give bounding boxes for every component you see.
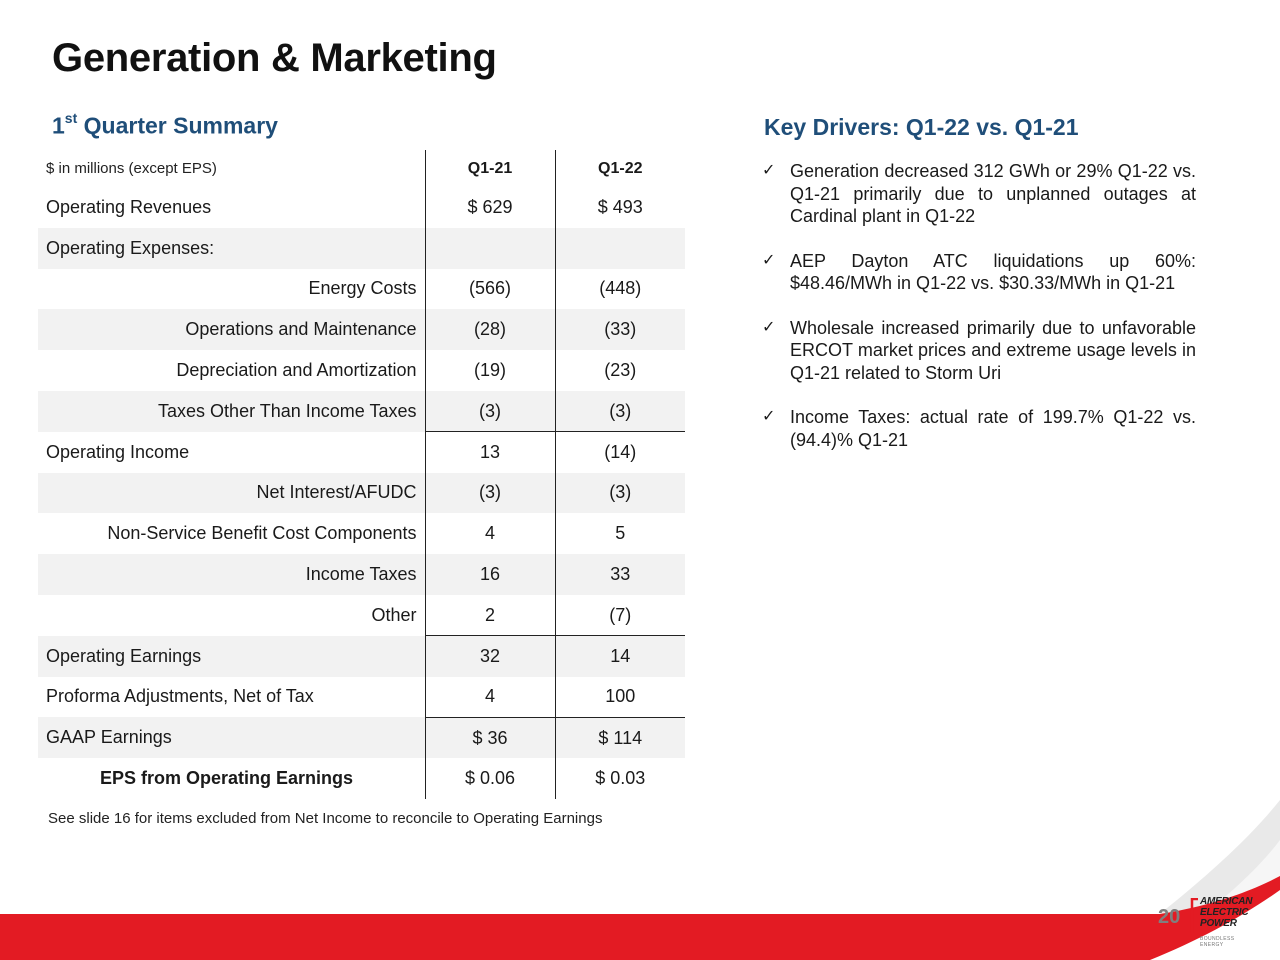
q1-22-value: (33): [555, 309, 685, 350]
driver-text: Generation decreased 312 GWh or 29% Q1-22 vs. Q1-21 primarily due to unplanned outages at Cardinal plant in Q1-22: [790, 161, 1196, 226]
q1-21-value: (3): [425, 473, 555, 514]
key-drivers-list: [762, 160, 1196, 473]
q1-21-value: $ 36: [425, 717, 555, 758]
table-row: [38, 350, 685, 391]
checkmark-icon: ✓: [762, 408, 776, 425]
q1-22-value: (23): [555, 350, 685, 391]
table-row: [38, 717, 685, 758]
list-item: [762, 250, 1196, 295]
row-label: Taxes Other Than Income Taxes: [38, 391, 425, 432]
logo-wordmark: [1200, 896, 1252, 929]
row-label: Energy Costs: [308, 278, 417, 299]
q1-21-value: 13: [425, 432, 555, 473]
quarter-summary-table: [38, 150, 685, 799]
row-label: Net Interest/AFUDC: [38, 473, 425, 514]
aep-logo: [1190, 896, 1258, 948]
table-row: [38, 391, 685, 432]
table-header-row: [38, 150, 685, 187]
q1-21-value: $ 629: [425, 187, 555, 228]
list-item: [762, 317, 1196, 385]
table-row: [38, 269, 685, 310]
units-label: $ in millions (except EPS): [46, 160, 217, 177]
logo-tagline: BOUNDLESS ENERGY: [1200, 936, 1235, 948]
logo-line: AMERICAN: [1200, 896, 1253, 907]
table-row: [38, 554, 685, 595]
table-row: [38, 228, 685, 269]
key-drivers-heading: Key Drivers: Q1-22 vs. Q1-21: [764, 114, 1079, 140]
q1-22-value: (3): [555, 391, 685, 432]
slide-title: Generation & Marketing: [52, 36, 497, 80]
row-label: Operating Expenses:: [38, 228, 425, 269]
q1-22-value: (14): [555, 432, 685, 473]
q1-21-value: 4: [425, 513, 555, 554]
q1-21-value: 4: [425, 677, 555, 718]
q1-22-value: (448): [555, 269, 685, 310]
table-row: [38, 473, 685, 514]
q1-21-value: 2: [425, 595, 555, 636]
page-number: 20: [1158, 906, 1181, 928]
q1-22-value: $ 493: [555, 187, 685, 228]
q1-21-value: (3): [425, 391, 555, 432]
row-label: EPS from Operating Earnings: [100, 768, 354, 789]
table-row: [38, 432, 685, 473]
q1-21-value: (28): [425, 309, 555, 350]
driver-text: Wholesale increased primarily due to unfavorable ERCOT market prices and extreme usage levels in Q1-21 related to Storm Uri: [790, 317, 1196, 383]
table-row: [38, 677, 685, 718]
row-label: Other: [371, 604, 417, 625]
q1-22-value: [555, 228, 685, 269]
q1-21-value: (19): [425, 350, 555, 391]
driver-text: AEP Dayton ATC liquidations up 60%: $48.46/MWh in Q1-22 vs. $30.33/MWh in Q1-21: [790, 250, 1196, 293]
heading-ordinal: 1: [52, 112, 65, 139]
list-item: [762, 406, 1196, 451]
logo-line: ELECTRIC: [1200, 907, 1249, 918]
q1-21-value: 16: [425, 554, 555, 595]
row-label: Operating Income: [46, 441, 190, 462]
q1-22-value: 14: [555, 636, 685, 677]
table-row: [38, 636, 685, 677]
quarter-summary-heading: [52, 112, 278, 140]
table-row: [38, 187, 685, 228]
row-label: GAAP Earnings: [38, 717, 425, 758]
table-row: [38, 309, 685, 350]
column-header-q1-21: Q1-21: [425, 150, 555, 187]
row-label: Operating Revenues: [46, 196, 212, 217]
driver-text: Income Taxes: actual rate of 199.7% Q1-22 vs. (94.4)% Q1-21: [790, 407, 1196, 450]
q1-21-value: 32: [425, 636, 555, 677]
column-header-q1-22: Q1-22: [555, 150, 685, 187]
row-label: Depreciation and Amortization: [176, 360, 417, 381]
logo-line: POWER: [1200, 918, 1237, 929]
checkmark-icon: ✓: [762, 318, 776, 336]
footnote: See slide 16 for items excluded from Net Income to reconcile to Operating Earnings: [48, 810, 603, 827]
q1-22-value: (3): [555, 473, 685, 514]
q1-22-value: 33: [555, 554, 685, 595]
list-item: [762, 160, 1196, 228]
table-row: [38, 513, 685, 554]
heading-rest: Quarter Summary: [77, 112, 278, 139]
checkmark-icon: ✓: [762, 251, 776, 269]
row-label: Operating Earnings: [38, 636, 425, 677]
q1-22-value: 100: [555, 677, 685, 718]
row-label: Operations and Maintenance: [38, 309, 425, 350]
q1-22-value: $ 0.03: [555, 758, 685, 799]
table-row: [38, 595, 685, 636]
checkmark-icon: ✓: [762, 162, 776, 179]
row-label: Proforma Adjustments, Net of Tax: [46, 686, 314, 707]
heading-ordinal-suffix: st: [64, 110, 78, 126]
row-label: Income Taxes: [38, 554, 425, 595]
q1-22-value: $ 114: [555, 717, 685, 758]
q1-21-value: (566): [425, 269, 555, 310]
q1-22-value: (7): [555, 595, 685, 636]
footer-swoosh: [0, 780, 1280, 960]
q1-21-value: $ 0.06: [425, 758, 555, 799]
row-label: Non-Service Benefit Cost Components: [107, 523, 417, 544]
q1-21-value: [425, 228, 555, 269]
logo-bracket-icon: [1190, 898, 1200, 934]
q1-22-value: 5: [555, 513, 685, 554]
